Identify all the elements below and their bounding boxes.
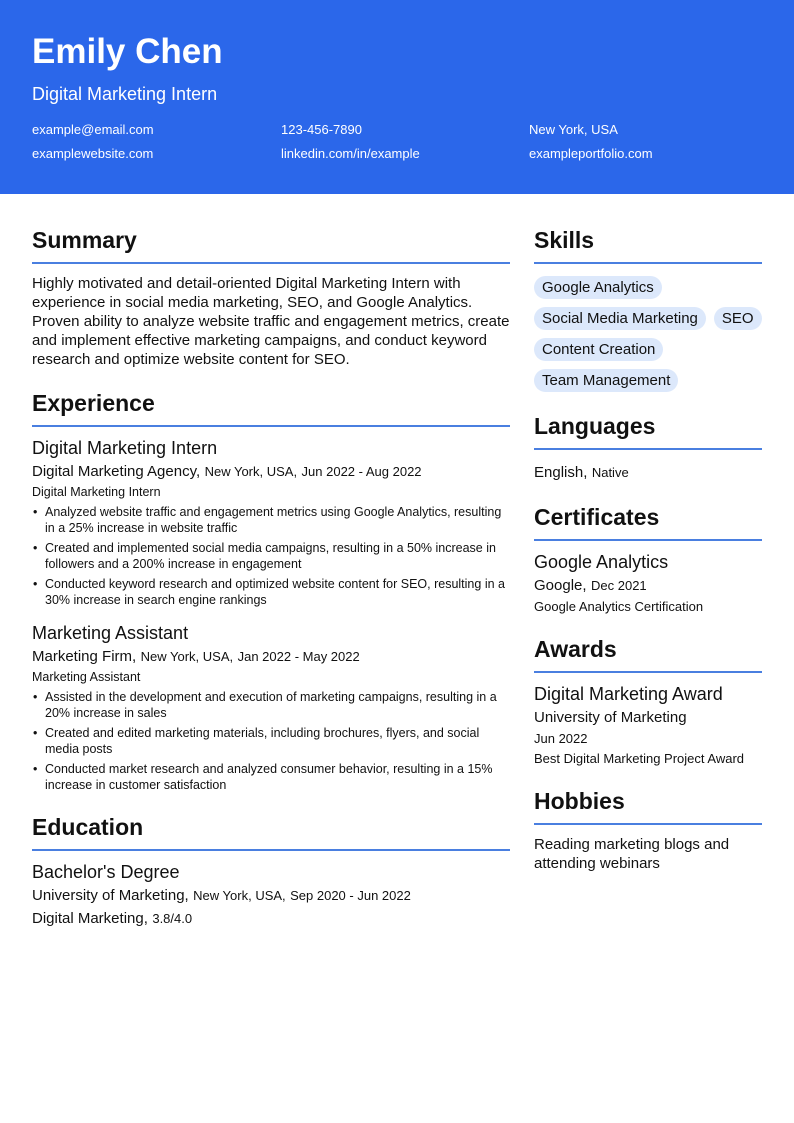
side-column [534,226,762,893]
bullet-text: Conducted keyword research and optimized website content for SEO, resulting in a 30% increase in search engine rankings [45,577,505,607]
certificate-date: Dec 2021 [591,578,647,593]
bullet-item [32,576,510,608]
award-date: Jun 2022 [534,731,588,746]
skill-chip: SEO [714,307,762,330]
bullet-dot-icon: • [33,541,38,555]
bullet-dot-icon: • [33,690,38,704]
bullet-item [32,761,510,793]
skills-list [534,274,762,392]
contact-linkedin[interactable]: linkedin.com/in/example [281,146,420,161]
bullet-text: Conducted market research and analyzed consumer behavior, resulting in a 15% increase in customer satisfaction [45,762,493,792]
bullet-dot-icon: • [33,726,38,740]
degree-title: Bachelor's Degree [32,862,180,882]
hobbies-heading: Hobbies [534,787,762,825]
certificate-title: Google Analytics [534,552,669,572]
bullet-text: Created and edited marketing materials, including brochures, flyers, and social media posts [45,726,480,756]
contact-website[interactable]: examplewebsite.com [32,146,154,161]
job-title: Digital Marketing Intern [32,438,218,458]
summary-heading: Summary [32,226,510,264]
job-role: Marketing Assistant [32,670,141,684]
resume-header [0,0,794,194]
bullet-text: Created and implemented social media campaigns, resulting in a 50% increase in followers and a 200% increase in engagement [45,541,496,571]
skills-section [534,226,762,392]
job-dates: Jun 2022 - Aug 2022 [301,464,422,479]
bullet-text: Assisted in the development and execution of marketing campaigns, resulting in a 20% increase in sales [45,690,497,720]
education-field: Digital Marketing, [32,910,148,927]
bullet-item [32,540,510,572]
job-company: Marketing Firm, [32,648,137,665]
languages-heading: Languages [534,412,762,450]
education-gpa: 3.8/4.0 [152,911,193,926]
job-title: Marketing Assistant [32,623,189,643]
job-meta [32,462,510,482]
experience-section [32,389,510,793]
awards-section [534,635,762,767]
certificates-heading: Certificates [534,503,762,541]
education-field-line [32,909,510,929]
experience-heading: Experience [32,389,510,427]
education-meta [32,886,510,906]
experience-entry [32,437,510,608]
skill-chip: Social Media Marketing [534,307,706,330]
hobbies-text: Reading marketing blogs and attending webinars [534,836,730,872]
language-level: Native [591,465,629,480]
contact-portfolio[interactable]: exampleportfolio.com [529,146,653,161]
candidate-title: Digital Marketing Intern [32,84,218,104]
education-dates: Sep 2020 - Jun 2022 [290,888,411,903]
awards-heading: Awards [534,635,762,673]
school-name: University of Marketing, [32,887,189,904]
award-title: Digital Marketing Award [534,684,723,704]
bullet-text: Analyzed website traffic and engagement metrics using Google Analytics, resulting in a 25% increase in website traffic [45,505,502,535]
bullet-item [32,504,510,536]
job-bullets [32,689,510,793]
contact-location: New York, USA [529,122,618,137]
job-location: New York, USA, [140,649,234,664]
main-column [32,226,510,949]
contact-phone[interactable]: 123-456-7890 [281,122,362,137]
certificate-meta [534,576,762,596]
bullet-item [32,689,510,721]
bullet-item [32,725,510,757]
skill-chip: Google Analytics [534,276,662,299]
job-bullets [32,504,510,608]
language-entry [534,463,762,483]
candidate-name: Emily Chen [32,32,223,71]
award-issuer: University of Marketing [534,709,687,726]
job-location: New York, USA, [204,464,298,479]
contact-email[interactable]: example@email.com [32,122,154,137]
skill-chip: Content Creation [534,338,663,361]
job-company: Digital Marketing Agency, [32,463,201,480]
bullet-dot-icon: • [33,762,38,776]
experience-entry [32,622,510,793]
summary-section [32,226,510,369]
certificates-section [534,503,762,615]
school-location: New York, USA, [193,888,286,903]
bullet-dot-icon: • [33,577,38,591]
language-name: English, [534,464,588,481]
skill-chip: Team Management [534,369,678,392]
certificate-issuer: Google, [534,577,587,594]
job-meta [32,647,510,667]
job-role: Digital Marketing Intern [32,485,161,499]
skills-heading: Skills [534,226,762,264]
languages-section [534,412,762,483]
award-description: Best Digital Marketing Project Award [534,751,745,766]
bullet-dot-icon: • [33,505,38,519]
education-heading: Education [32,813,510,851]
hobbies-section [534,787,762,873]
summary-text: Highly motivated and detail-oriented Digital Marketing Intern with experience in social media marketing, SEO, and Google Analytics. Proven ability to analyze website traffic and engagement metrics, create and implement effective marketing campaigns, and conduct keyword research and optimize website content for SEO. [32,275,510,368]
certificate-description: Google Analytics Certification [534,599,704,614]
job-dates: Jan 2022 - May 2022 [237,649,360,664]
education-section [32,813,510,929]
